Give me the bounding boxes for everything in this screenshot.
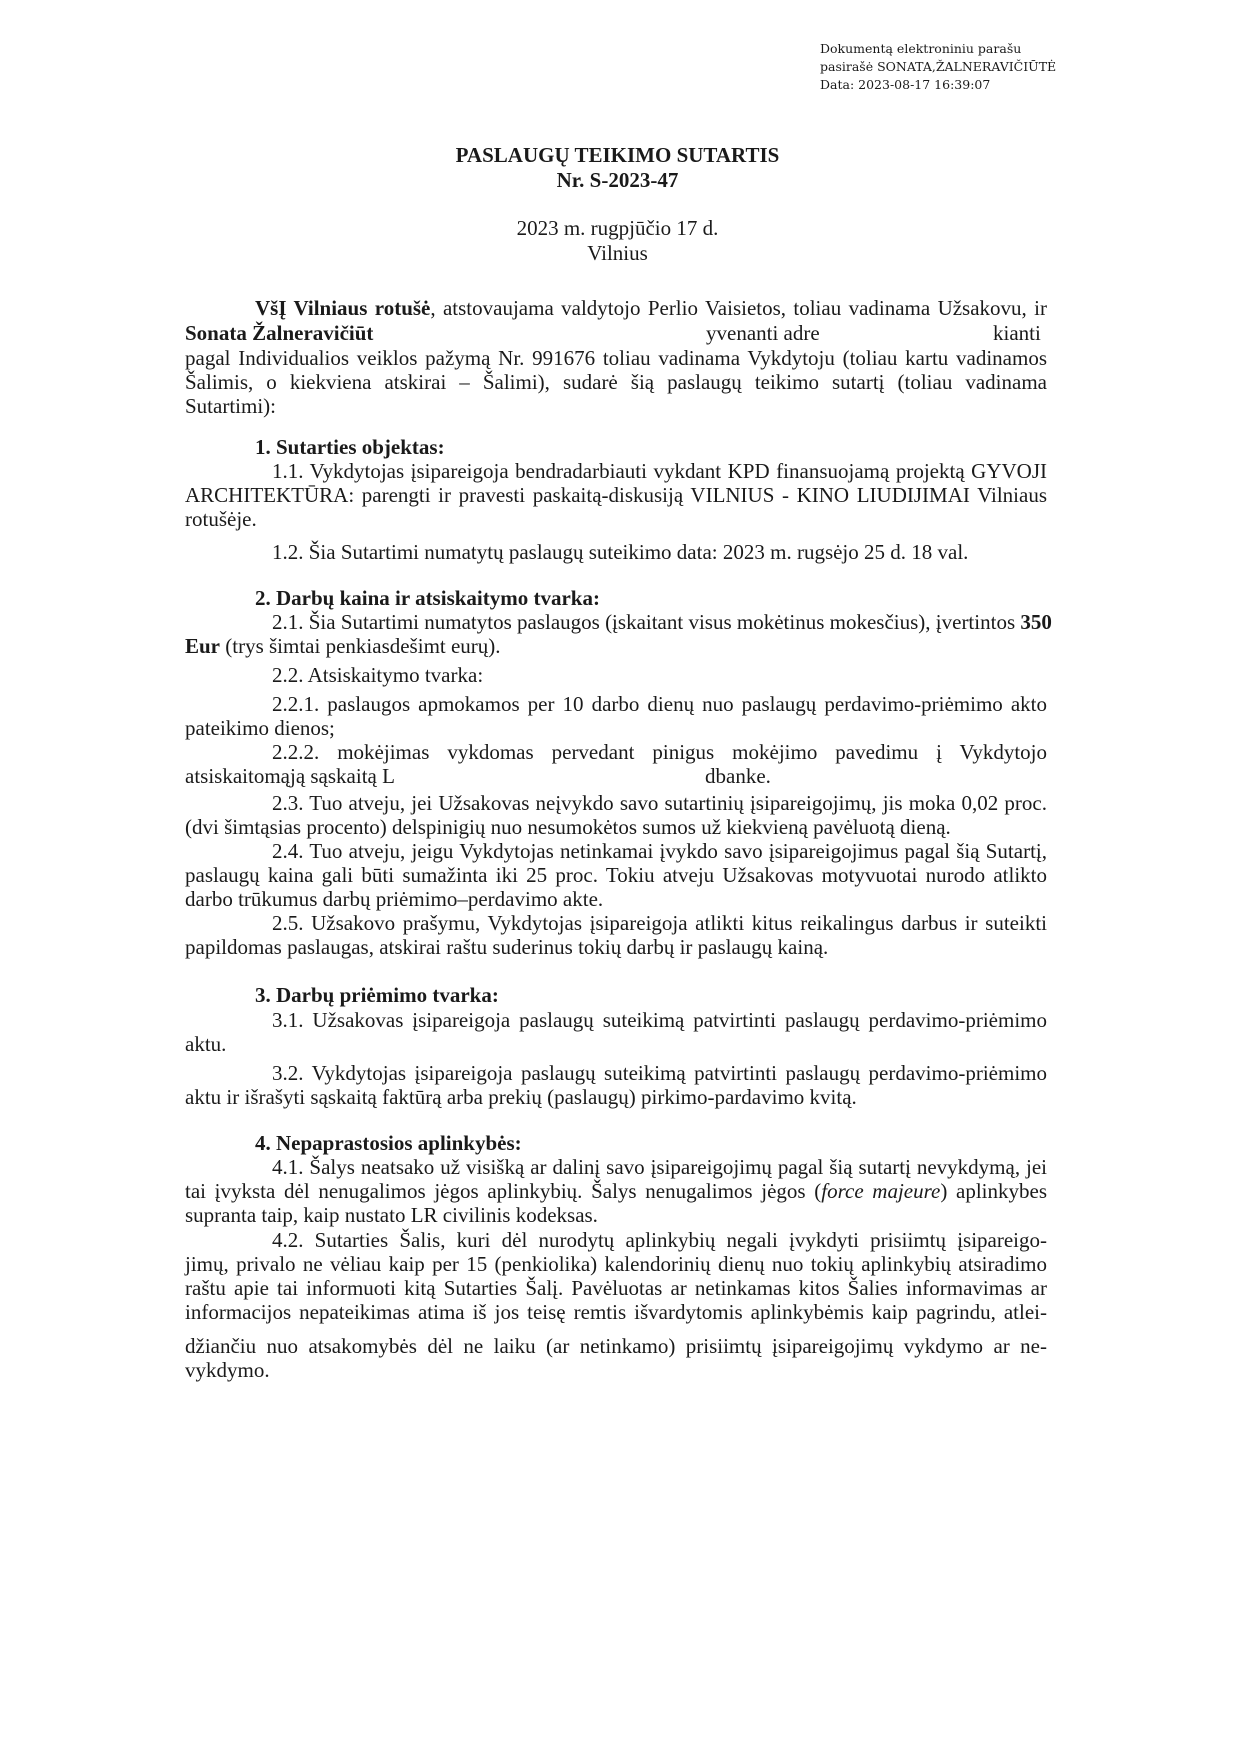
- clause-line: rotušėje.: [185, 507, 257, 531]
- intro-fragment: kianti: [993, 321, 1041, 345]
- clause-line: 3.1. Užsakovas įsipareigoja paslaugų suteikimą patvirtinti paslaugų perdavimo-priėmimo: [272, 1008, 1047, 1032]
- document-title: PASLAUGŲ TEIKIMO SUTARTIS: [455, 143, 780, 167]
- section-heading: 4. Nepaprastosios aplinkybės:: [255, 1131, 522, 1155]
- intro-line: [255, 296, 1047, 320]
- clause-text: (trys šimtai penkiasdešimt eurų).: [220, 634, 501, 658]
- clause-line: 1.2. Šia Sutartimi numatytų paslaugų suteikimo data: 2023 m. rugsėjo 25 d. 18 val.: [272, 540, 969, 564]
- clause-line: 2.5. Užsakovo prašymu, Vykdytojas įsipareigoja atlikti kitus reikalingus darbus ir suteikti: [272, 911, 1047, 935]
- clause-line: pateikimo dienos;: [185, 716, 335, 740]
- clause-line: 2.2. Atsiskaitymo tvarka:: [272, 663, 484, 687]
- clause-line: paslaugų kaina gali būti sumažinta iki 25 proc. Tokiu atveju Užsakovas motyvuotai nurodo atlikto: [185, 863, 1047, 887]
- clause-line: ARCHITEKTŪRA: parengti ir pravesti paskaitą-diskusiją VILNIUS - KINO LIUDIJIMAI Vilniaus: [185, 483, 1047, 507]
- stamp-date: Data: 2023-08-17 16:39:07: [820, 77, 991, 92]
- clause-line: 3.2. Vykdytojas įsipareigoja paslaugų suteikimą patvirtinti paslaugų perdavimo-priėmimo: [272, 1061, 1047, 1085]
- clause-line: džiančiu nuo atsakomybės dėl ne laiku (ar netinkamo) prisiimtų įsipareigojimų vykdymo ar ne-: [185, 1334, 1047, 1358]
- clause-text: ) aplinkybes: [940, 1179, 1048, 1203]
- clause-line: aktu ir išrašyti sąskaitą faktūrą arba prekių (paslaugų) pirkimo-pardavimo kvitą.: [185, 1085, 857, 1109]
- clause-line: aktu.: [185, 1032, 227, 1056]
- intro-text: , atstovaujama valdytojo Perlio Vaisietos, toliau vadinama Užsakovu, ir: [430, 296, 1047, 320]
- clause-fragment: dbanke.: [705, 764, 771, 788]
- clause-line: 2.2.2. mokėjimas vykdomas pervedant pinigus mokėjimo pavedimu į Vykdytojo: [272, 740, 1047, 764]
- clause-line: 2.2.1. paslaugos apmokamos per 10 darbo dienų nuo paslaugų perdavimo-priėmimo akto: [272, 692, 1047, 716]
- section-heading: 1. Sutarties objektas:: [255, 435, 445, 459]
- intro-line: pagal Individualios veiklos pažymą Nr. 991676 toliau vadinama Vykdytoju (toliau kartu vadinamos: [185, 346, 1047, 370]
- clause-text: tai įvyksta dėl nenugalimos jėgos aplinkybių. Šalys nenugalimos jėgos (: [185, 1179, 822, 1203]
- clause-line: [185, 1179, 1047, 1203]
- section-heading: 2. Darbų kaina ir atsiskaitymo tvarka:: [255, 586, 600, 610]
- contract-number: Nr. S-2023-47: [556, 168, 679, 192]
- price-currency: Eur: [185, 634, 221, 658]
- clause-line: 2.3. Tuo atveju, jei Užsakovas neįvykdo savo sutartinių įsipareigojimų, jis moka 0,02 proc.: [272, 791, 1047, 815]
- contractor-name: Sonata Žalneravičiūt: [185, 321, 374, 345]
- clause-line: (dvi šimtąsias procento) delspinigių nuo nesumokėtos sumos už kiekvieną pavėluotą dieną.: [185, 815, 951, 839]
- clause-line: [185, 634, 1047, 658]
- clause-line: informacijos nepateikimas atima iš jos teisę remtis išvardytomis aplinkybėmis kaip pagrindu, atlei-: [185, 1300, 1047, 1324]
- contract-date: 2023 m. rugpjūčio 17 d.: [516, 216, 719, 240]
- intro-fragment: yvenanti adre: [706, 321, 820, 345]
- force-majeure-term: force majeure: [821, 1179, 941, 1203]
- clause-line: 4.2. Sutarties Šalis, kuri dėl nurodytų aplinkybių negali įvykdyti prisiimtų įsipareigo-: [272, 1228, 1047, 1252]
- stamp-line: Dokumentą elektroniniu parašu: [820, 41, 1022, 56]
- clause-line: papildomas paslaugas, atskirai raštu suderinus tokių darbų ir paslaugų kainą.: [185, 935, 829, 959]
- intro-line: Sutartimi):: [185, 394, 276, 418]
- customer-name: VšĮ Vilniaus rotušė: [255, 296, 431, 320]
- clause-line: supranta taip, kaip nustato LR civilinis kodeksas.: [185, 1203, 598, 1227]
- intro-line: Šalimis, o kiekviena atskirai – Šalimi), sudarė šią paslaugų teikimo sutartį (toliau vadinama: [185, 370, 1047, 394]
- clause-text: 2.1. Šia Sutartimi numatytos paslaugos (įskaitant visus mokėtinus mokesčius), įvertintos: [272, 610, 1016, 634]
- price-amount: 350: [1020, 610, 1052, 634]
- clause-line: darbo trūkumus darbų priėmimo–perdavimo akte.: [185, 887, 604, 911]
- section-heading: 3. Darbų priėmimo tvarka:: [255, 983, 499, 1007]
- clause-fragment: atsiskaitomąją sąskaitą L: [185, 764, 395, 788]
- clause-line: 1.1. Vykdytojas įsipareigoja bendradarbiauti vykdant KPD finansuojamą projektą GYVOJI: [272, 459, 1047, 483]
- stamp-signer: pasirašė SONATA,ŽALNERAVIČIŪTĖ: [820, 59, 1057, 74]
- clause-line: raštu apie tai informuoti kitą Sutarties Šalį. Pavėluotas ar netinkamas kitos Šalies informavimas ar: [185, 1276, 1047, 1300]
- clause-line: vykdymo.: [185, 1358, 270, 1382]
- clause-line: jimų, privalo ne vėliau kaip per 15 (penkiolika) kalendorinių dienų nuo tokių aplinkybių atsiradimo: [185, 1252, 1047, 1276]
- clause-line: [272, 610, 1052, 634]
- clause-line: 4.1. Šalys neatsako už visišką ar dalinį savo įsipareigojimų pagal šią sutartį nevykdymą, jei: [272, 1155, 1047, 1179]
- contract-city: Vilnius: [587, 241, 648, 265]
- clause-line: 2.4. Tuo atveju, jeigu Vykdytojas netinkamai įvykdo savo įsipareigojimus pagal šią Sutartį,: [272, 839, 1047, 863]
